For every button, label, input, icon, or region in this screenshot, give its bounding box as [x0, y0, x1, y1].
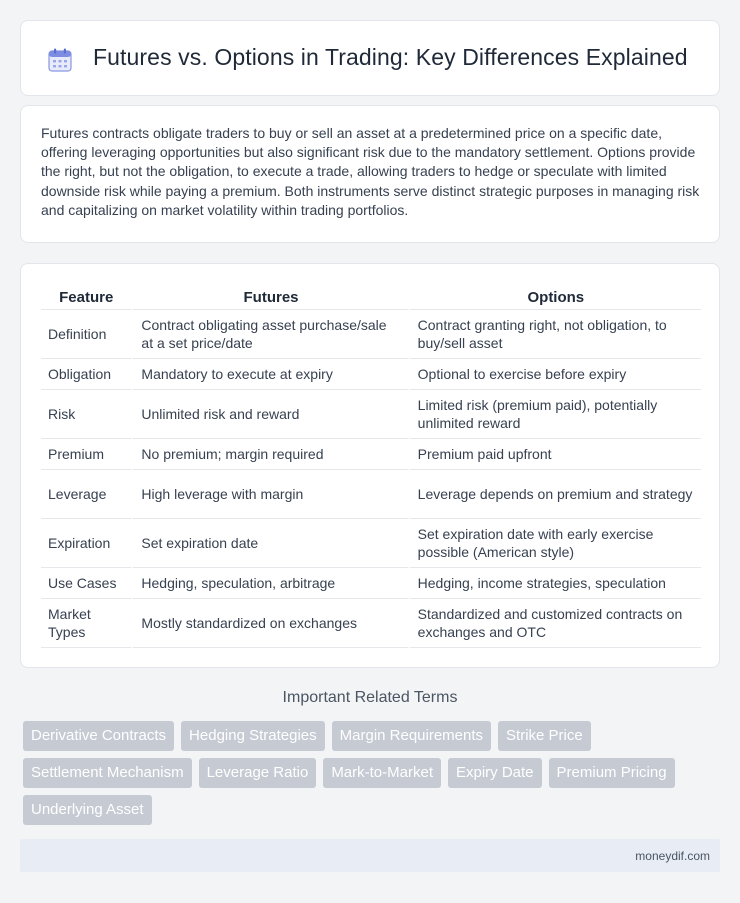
table-row	[41, 439, 701, 470]
futures-cell: Contract obligating asset purchase/sale at a set price/date	[131, 310, 407, 359]
tag-derivative-contracts[interactable]: Derivative Contracts	[23, 721, 174, 751]
tag-strike-price[interactable]: Strike Price	[498, 721, 591, 751]
table-row	[41, 599, 701, 648]
futures-cell: Hedging, speculation, arbitrage	[131, 568, 407, 599]
options-cell: Set expiration date with early exercise possible (American style)	[408, 519, 701, 568]
feature-cell: Premium	[41, 439, 131, 470]
related-terms-tags	[23, 721, 723, 825]
tag-hedging-strategies[interactable]: Hedging Strategies	[181, 721, 325, 751]
table-row	[41, 359, 701, 390]
tag-underlying-asset[interactable]: Underlying Asset	[23, 795, 152, 825]
tag-settlement-mechanism[interactable]: Settlement Mechanism	[23, 758, 192, 788]
futures-cell: Mandatory to execute at expiry	[131, 359, 407, 390]
related-terms-title: Important Related Terms	[282, 689, 458, 706]
title-card	[20, 20, 720, 96]
tag-margin-requirements[interactable]: Margin Requirements	[332, 721, 491, 751]
futures-cell: High leverage with margin	[131, 470, 407, 519]
futures-cell: No premium; margin required	[131, 439, 407, 470]
table-row	[41, 519, 701, 568]
footer	[20, 839, 720, 872]
options-cell: Hedging, income strategies, speculation	[408, 568, 701, 599]
tag-mark-to-market[interactable]: Mark-to-Market	[323, 758, 441, 788]
header-feature: Feature	[41, 286, 131, 310]
feature-cell: Market Types	[41, 599, 131, 648]
options-cell: Limited risk (premium paid), potentially unlimited reward	[408, 390, 701, 439]
table-row	[41, 568, 701, 599]
options-cell: Leverage depends on premium and strategy	[408, 470, 701, 519]
calendar-icon	[47, 47, 73, 73]
table-row	[41, 390, 701, 439]
header-futures: Futures	[131, 286, 407, 310]
page-title: Futures vs. Options in Trading: Key Differences Explained	[93, 44, 688, 70]
feature-cell: Risk	[41, 390, 131, 439]
feature-cell: Use Cases	[41, 568, 131, 599]
options-cell: Premium paid upfront	[408, 439, 701, 470]
intro-paragraph: Futures contracts obligate traders to buy or sell an asset at a predetermined price on a specific date, offering leveraging opportunities but also significant risk due to the mandatory settlement. Options provide the right, but not the obligation, to execute a trade, allowing traders to hedge or speculate with limited downside risk while paying a premium. Both instruments serve distinct strategic purposes in managing risk and capitalizing on market volatility within trading portfolios.	[41, 125, 700, 218]
tag-expiry-date[interactable]: Expiry Date	[448, 758, 542, 788]
futures-cell: Unlimited risk and reward	[131, 390, 407, 439]
feature-cell: Definition	[41, 310, 131, 359]
tag-premium-pricing[interactable]: Premium Pricing	[549, 758, 675, 788]
options-cell: Contract granting right, not obligation, to buy/sell asset	[408, 310, 701, 359]
intro-card	[20, 105, 720, 243]
table-row	[41, 310, 701, 359]
tag-leverage-ratio[interactable]: Leverage Ratio	[199, 758, 317, 788]
feature-cell: Obligation	[41, 359, 131, 390]
footer-site-link[interactable]: moneydif.com	[635, 849, 710, 863]
comparison-table-card	[20, 263, 720, 668]
table-row	[41, 470, 701, 519]
comparison-table	[41, 286, 701, 648]
feature-cell: Leverage	[41, 470, 131, 519]
table-header-row	[41, 286, 701, 310]
futures-cell: Mostly standardized on exchanges	[131, 599, 407, 648]
options-cell: Standardized and customized contracts on exchanges and OTC	[408, 599, 701, 648]
feature-cell: Expiration	[41, 519, 131, 568]
header-options: Options	[408, 286, 701, 310]
options-cell: Optional to exercise before expiry	[408, 359, 701, 390]
futures-cell: Set expiration date	[131, 519, 407, 568]
